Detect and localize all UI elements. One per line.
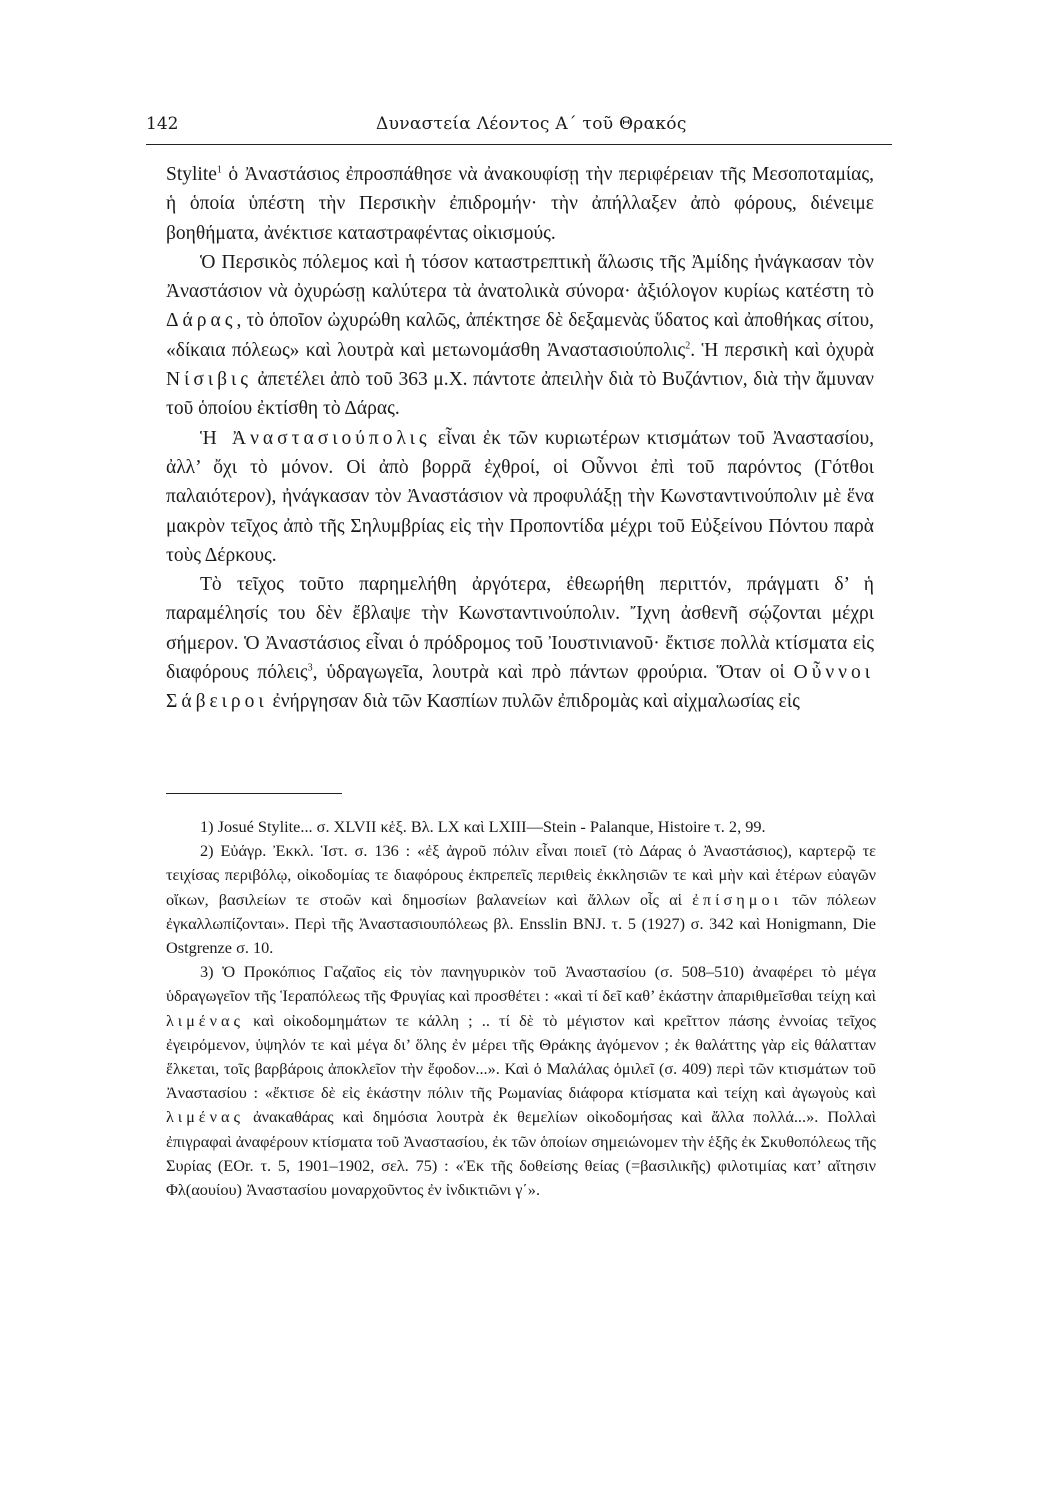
spaced-emphasis: Δάρας <box>166 310 237 332</box>
spaced-emphasis: ἐπίσημοι <box>692 889 783 909</box>
footnotes <box>166 815 876 1202</box>
paragraph-3 <box>166 424 874 570</box>
paragraph-2 <box>166 248 874 424</box>
text-run: . Ἡ περσικὴ καὶ ὀχυρὰ <box>690 339 874 361</box>
text-run: Stylite <box>166 164 217 185</box>
running-header <box>146 114 892 145</box>
paragraph-1 <box>166 160 874 248</box>
footnote-3 <box>166 960 876 1202</box>
text-run: , ὑδραγωγεῖα, λουτρὰ καὶ πρὸ πάντων φρούρια. Ὅταν οἱ <box>312 662 794 684</box>
spaced-emphasis: λιμένας <box>166 1010 244 1030</box>
main-text <box>166 160 874 717</box>
text-run: ἀνακαθάρας καὶ δημόσια λουτρὰ ἐκ θεμελίων οἰκοδομήσας καὶ ἄλλα πολλά...». Πολλαὶ ἐπιγραφαὶ ἀναφέρουν κτίσματα τοῦ Ἀναστασίου, ἐκ τῶν ὁποίων σημειώνομεν τὴν ἑξῆς ἐκ Σκυθοπόλεως τῆς Συρίας (ΕΟr. τ. 5, 1901–1902, σελ. 75) : «Ἐκ τῆς δοθείσης θείας (=βασιλικῆς) φιλοτιμίας κατ’ αἴτησιν Φλ(αουίου) Ἀναστασίου μοναρχοῦντος ἐν ἰνδικτιῶνι γ΄». <box>166 1107 876 1200</box>
text-run: 2) Εὐάγρ. Ἐκκλ. Ἱστ. σ. 136 : «ἐξ ἀγροῦ πόλιν εἶναι ποιεῖ (τὸ Δάρας ὁ Ἀναστάσιος), καρτερῷ τε τειχίσας περιβόλῳ, οἰκοδομίας τε διαφόρους ἐκπρεπεῖς περιθεὶς ἐκκλησιῶν τε καὶ μὴν καὶ ἑτέρων εὐαγῶν οἴκων, βασιλείων τε στοῶν καὶ δημοσίων βαλανείων καὶ ἄλλων οἷς αἱ <box>166 841 876 909</box>
paragraph-4 <box>166 570 874 716</box>
text-run: εἶναι ἐκ τῶν κυριωτέρων κτισμάτων τοῦ Ἀναστασίου, ἀλλ’ ὄχι τὸ μόνον. Οἱ ἀπὸ βορρᾶ ἐχθροί, οἱ Οὖννοι ἐπὶ τοῦ παρόντος (Γότθοι παλαιότερον), ἠνάγκασαν τὸν Ἀναστάσιον νὰ προφυλάξῃ τὴν Κωνσταντινούπολιν μὲ ἕνα μακρὸν τεῖχος ἀπὸ τῆς Σηλυμβρίας εἰς τὴν Προποντίδα μέχρι τοῦ Εὐξείνου Πόντου παρὰ τοὺς Δέρκους. <box>166 427 874 566</box>
spaced-emphasis: Οὖννοι Σάβειροι <box>166 662 874 713</box>
footnote-marker: 1 <box>216 164 222 176</box>
footnote-marker: 3 <box>307 662 313 674</box>
text-run: καὶ οἰκοδομημάτων τε κάλλη ; .. τί δὲ τὸ μέγιστον καὶ κρεῖττον πάσης ἐννοίας τεῖχος ἐγειρόμενον, ὑψηλόν τε καὶ μέγα δι’ ὅλης ἐν μέρει τῆς Θράκης ἀγόμενον ; ἐκ θαλάττης γὰρ εἰς θάλατταν ἕλκεται, τοῖς βαρβάροις ἀποκλεῖον τὴν ἔφοδον...». Καὶ ὁ Μαλάλας ὁμιλεῖ (σ. 409) περὶ τῶν κτισμάτων τοῦ Ἀναστασίου : «ἔκτισε δὲ εἰς ἑκάστην πόλιν τῆς Ρωμανίας διάφορα κτίσματα καὶ τείχη καὶ ἀγωγοὺς καὶ <box>166 1010 876 1103</box>
text-run: Ὁ Περσικὸς πόλεμος καὶ ἡ τόσον καταστρεπτικὴ ἅλωσις τῆς Ἀμίδης ἠνάγκασαν τὸν Ἀναστάσιον νὰ ὀχυρώσῃ καλύτερα τὰ ἀνατολικὰ σύνορα· ἀξιόλογον κυρίως κατέστη τὸ <box>166 251 874 303</box>
text-run: τῶν πόλεων ἐγκαλλωπίζονται». Περὶ τῆς Ἀναστασιουπόλεως βλ. Ensslin BNJ. τ. 5 (1927) σ. 342 καὶ Honigmann, Die Ostgrenze σ. 10. <box>166 889 876 958</box>
footnote-1: 1) Josué Stylite... σ. XLVII κἑξ. Βλ. LX καὶ LXIII—Stein - Palanque, Histoire τ. 2, 99. <box>200 817 766 836</box>
spaced-emphasis: Νίσιβις <box>166 369 252 391</box>
page-number: 142 <box>146 114 179 134</box>
spaced-emphasis: λιμένας <box>166 1107 244 1127</box>
spaced-emphasis: Ἡ Ἀναστασιούπολις <box>200 427 431 449</box>
footnote-2 <box>166 839 876 960</box>
text-run: Τὸ τεῖχος τοῦτο παρημελήθη ἀργότερα, ἐθεωρήθη περιττόν, πράγματι δ’ ἡ παραμέλησίς του δὲν ἔβλαψε τὴν Κωνσταντινούπολιν. Ἴχνη ἀσθενῆ σῴζονται μέχρι σήμερον. Ὁ Ἀναστάσιος εἶναι ὁ πρόδρομος τοῦ Ἰουστινιανοῦ· ἔκτισε πολλὰ κτίσματα εἰς διαφόρους πόλεις <box>166 574 874 684</box>
text-run: ἀπετέλει ἀπὸ τοῦ 363 μ.Χ. πάντοτε ἀπειλὴν διὰ τὸ Βυζάντιον, διὰ τὴν ἄμυναν τοῦ ὁποίου ἐκτίσθη τὸ Δάρας. <box>166 369 874 420</box>
text-run: ἐνήργησαν διὰ τῶν Κασπίων πυλῶν ἐπιδρομὰς καὶ αἰχμαλωσίας εἰς <box>267 691 800 713</box>
text-run: , τὸ ὁποῖον ὠχυρώθη καλῶς, ἀπέκτησε δὲ δεξαμενὰς ὕδατος καὶ ἀποθήκας σίτου, «δίκαια πόλεως» καὶ λουτρὰ καὶ μετωνομάσθη Ἀναστασιούπολις <box>166 310 874 361</box>
text-run: ὁ Ἀναστάσιος ἐπροσπάθησε νὰ ἀνακουφίσῃ τὴν περιφέρειαν τῆς Μεσοποταμίας, ἡ ὁποία ὑπέστη τὴν Περσικὴν ἐπιδρομήν· τὴν ἀπήλλαξεν ἀπὸ φόρους, διένειμε βοηθήματα, ἀνέκτισε καταστραφέντας οἰκισμούς. <box>166 164 874 244</box>
text-run: 3) Ὁ Προκόπιος Γαζαῖος εἰς τὸν πανηγυρικὸν τοῦ Ἀναστασίου (σ. 508–510) ἀναφέρει τὸ μέγα ὑδραγωγεῖον τῆς Ἱεραπόλεως τῆς Φρυγίας καὶ προσθέτει : «καὶ τί δεῖ καθ’ ἑκάστην ἀπαριθμεῖσθαι τείχη καὶ <box>166 962 876 1006</box>
running-title: Δυναστεία Λέοντος Α΄ τοῦ Θρακός <box>376 114 687 134</box>
footnote-marker: 2 <box>685 340 691 352</box>
footnote-separator <box>166 793 342 794</box>
